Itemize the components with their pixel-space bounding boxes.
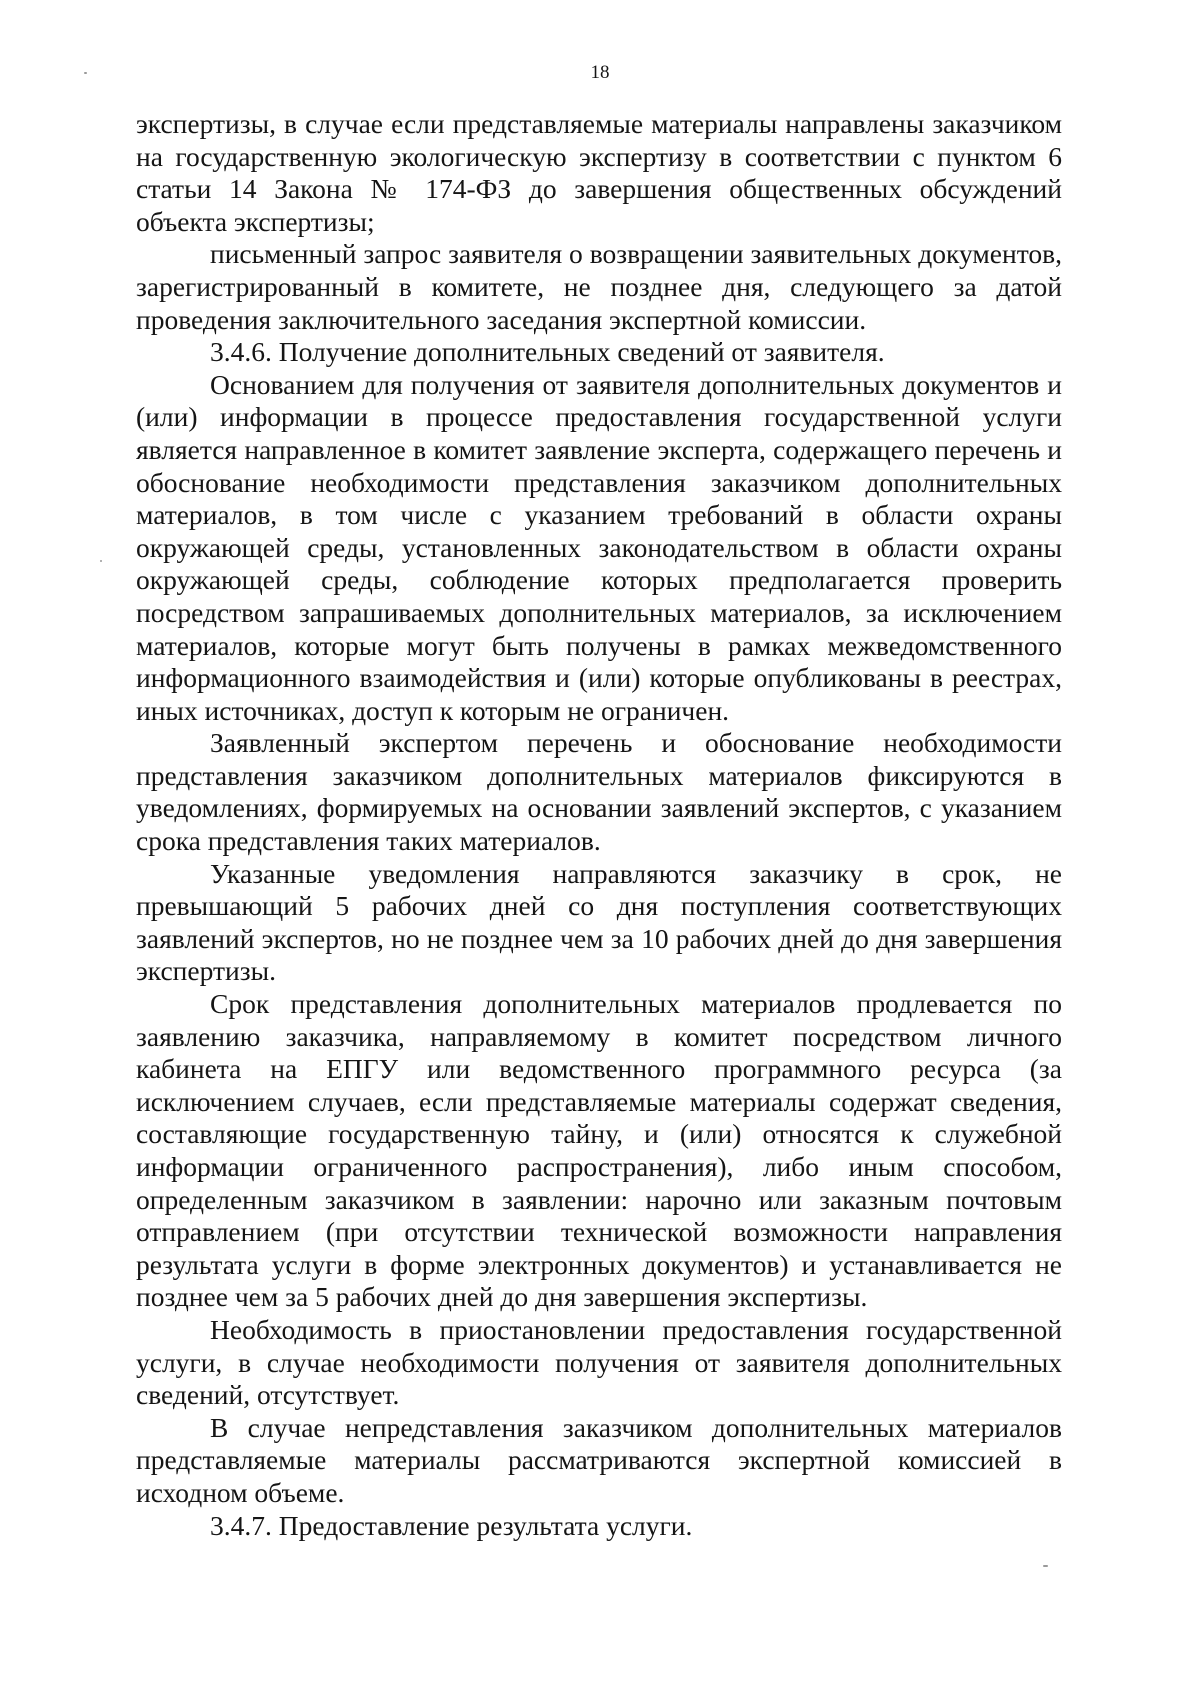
paragraph-written-request: письменный запрос заявителя о возвращении заявительных документов, зарегистрированный в комитете, не позднее дня, следующего за датой проведения заключительного заседания экспертной комиссии. — [136, 238, 1062, 335]
section-heading-3-4-6: 3.4.6. Получение дополнительных сведений от заявителя. — [210, 336, 885, 368]
paragraph-notifications: Указанные уведомления направляются заказчику в срок, не превышающий 5 рабочих дней со дня поступления соответствующих заявлений экспертов, но не позднее чем за 10 рабочих дней до дня завершения экспертизы. — [136, 857, 1062, 987]
scan-speck — [84, 72, 87, 74]
section-heading-3-4-7: 3.4.7. Предоставление результата услуги. — [210, 1509, 693, 1541]
paragraph-non-submission: В случае непредставления заказчиком дополнительных материалов представляемые материалы рассматриваются экспертной комиссией в исходном объеме. — [136, 1411, 1062, 1508]
scan-speck — [1043, 1565, 1048, 1567]
document-body — [136, 108, 1062, 1542]
page-number: 18 — [590, 62, 610, 83]
paragraph-suspension: Необходимость в приостановлении предоставления государственной услуги, в случае необходимости получения от заявителя дополнительных сведений, отсутствует. — [136, 1313, 1062, 1411]
paragraph-declared-list: Заявленный экспертом перечень и обоснование необходимости представления заказчиком дополнительных материалов фиксируются в уведомлениях, формируемых на основании заявлений экспертов, с указанием срока представления таких материалов. — [136, 727, 1062, 857]
paragraph-grounds: Основанием для получения от заявителя дополнительных документов и (или) информации в процессе предоставления государственной услуги является направленное в комитет заявление эксперта, содержащего перечень и обоснование необходимости представления заказчиком дополнительных материалов, в том числе с указанием требований в области охраны окружающей среды, установленных законодательством в области охраны окружающей среды, соблюдение которых предполагается проверить посредством запрашиваемых дополнительных материалов, за исключением материалов, которые могут быть получены в рамках межведомственного информационного взаимодействия и (или) которые опубликованы в реестрах, иных источниках, доступ к которым не ограничен. — [136, 368, 1062, 726]
paragraph-deadline-extension: Срок представления дополнительных материалов продлевается по заявлению заказчика, направляемому в комитет посредством личного кабинета на ЕПГУ или ведомственного программного ресурса (за исключением случаев, если представляемые материалы содержат сведения, составляющие государственную тайну, и (или) относятся к служебной информации ограниченного распространения), либо иным способом, определенным заказчиком в заявлении: нарочно или заказным почтовым отправлением (при отсутствии технической возможности направления результата услуги в форме электронных документов) и устанавливается не позднее чем за 5 рабочих дней до дня завершения экспертизы. — [136, 988, 1062, 1313]
scan-speck — [100, 560, 102, 562]
paragraph-expertise-case: экспертизы, в случае если представляемые материалы направлены заказчиком на государственную экологическую экспертизу в соответствии с пунктом 6 статьи 14 Закона № 174-ФЗ до завершения общественных обсуждений объекта экспертизы; — [136, 108, 1062, 237]
